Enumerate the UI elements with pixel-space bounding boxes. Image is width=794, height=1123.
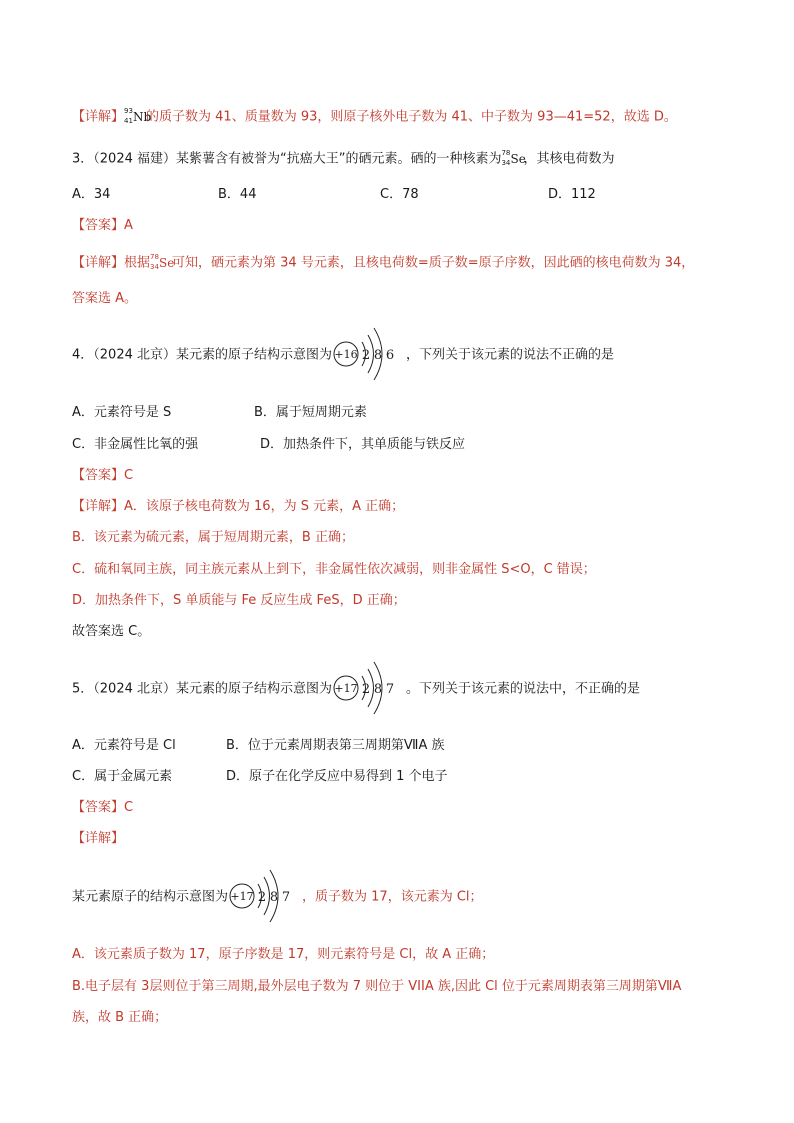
se-symbol: Se	[510, 152, 526, 166]
q4-option-d: D．加热条件下，其单质能与铁反应	[260, 437, 466, 452]
nb-symbol: Nb	[133, 110, 152, 124]
se-atomic-number: 34	[501, 159, 511, 167]
q5-answer	[72, 799, 133, 817]
q4-stem-prefix: 4．（2024 北京）某元素的原子结构示意图为	[72, 347, 332, 363]
q4-answer-tag: 【答案】	[72, 468, 125, 483]
q4-detail-b: B．该元素为硫元素，属于短周期元素，B 正确；	[72, 530, 354, 545]
q4-detail-tag: 【详解】	[72, 499, 125, 514]
q5-answer-value: C	[124, 800, 134, 815]
q4-option-c: C．非金属性比氧的强	[72, 437, 199, 452]
nb-atomic-number: 41	[124, 117, 133, 125]
q5-detail-atom-diagram	[228, 888, 302, 906]
q5-stem-suffix: 。下列关于该元素的说法中，不正确的是	[406, 681, 641, 697]
q5-shell-2: 8	[373, 682, 383, 697]
q4-shell-3: 6	[385, 348, 395, 363]
q2-detail-line	[72, 108, 677, 127]
q3-option-a: A．34	[72, 187, 111, 202]
q3-detail-text: 可知，硒元素为第 34 号元素，且核电荷数=质子数=原子序数，因此硒的核电荷数为 34，	[172, 255, 695, 271]
se-detail-symbol: Se	[159, 256, 175, 270]
se-nuclide	[501, 149, 526, 168]
q5-nucleus-charge: +17	[334, 682, 358, 695]
q5-detail-shell-3: 7	[281, 890, 291, 905]
se-nuclide-detail	[150, 253, 175, 272]
q3-answer-value: A	[124, 218, 133, 233]
q3-option-d: D．112	[548, 187, 596, 202]
q4-answer	[72, 467, 133, 485]
q3-detail-line2: 答案选 A。	[72, 291, 138, 306]
q5-detail-b-cont: 族，故 B 正确；	[72, 1010, 168, 1025]
q4-answer-value: C	[124, 468, 134, 483]
q5-detail-intro	[72, 888, 483, 907]
q3-stem-prefix: 3．（2024 福建）某紫薯含有被誉为“抗癌大王”的硒元素。硒的一种核素为	[72, 151, 502, 167]
q3-detail-prefix: 根据	[124, 255, 151, 271]
q5-detail-suffix: ，质子数为 17，该元素为 Cl；	[302, 889, 483, 905]
q5-atom-diagram	[332, 680, 406, 698]
q5-stem-prefix: 5．（2024 北京）某元素的原子结构示意图为	[72, 681, 332, 697]
q5-detail-prefix: 某元素原子的结构示意图为	[72, 889, 229, 905]
se-detail-mass: 78	[150, 253, 159, 261]
q4-detail-d: D．加热条件下，S 单质能与 Fe 反应生成 FeS，D 正确；	[72, 593, 406, 608]
q5-option-d: D．原子在化学反应中易得到 1 个电子	[226, 769, 448, 784]
se-detail-atomic: 34	[150, 263, 159, 271]
q5-stem	[72, 680, 640, 699]
q4-option-a: A．元素符号是 S	[72, 405, 172, 420]
q4-shell-1: 2	[361, 348, 371, 363]
q3-detail	[72, 254, 694, 273]
q5-detail-a: A．该元素质子数为 17，原子序数是 17，则元素符号是 Cl，故 A 正确；	[72, 947, 495, 962]
nb-nuclide	[124, 107, 152, 126]
q3-stem-suffix: ，其核电荷数为	[523, 151, 615, 167]
q3-stem	[72, 150, 614, 169]
q2-detail-tag: 【详解】	[72, 109, 125, 125]
q3-detail-tag: 【详解】	[72, 255, 125, 271]
q5-answer-tag: 【答案】	[72, 800, 125, 815]
q5-option-a: A．元素符号是 Cl	[72, 738, 176, 753]
q4-stem-suffix: ，下列关于该元素的说法不正确的是	[406, 347, 615, 363]
q4-shell-2: 8	[373, 348, 383, 363]
q5-detail-shell-2: 8	[269, 890, 279, 905]
q3-answer	[72, 217, 133, 235]
q5-shell-3: 7	[385, 682, 395, 697]
q5-detail-tag: 【详解】	[72, 831, 125, 846]
q4-conclusion: 故答案选 C。	[72, 624, 151, 639]
q2-detail-text: 的质子数为 41、质量数为 93，则原子核外电子数为 41、中子数为 93—41=52，故选 D。	[146, 109, 677, 125]
q4-detail-a-text: A．该原子核电荷数为 16，为 S 元素，A 正确；	[124, 499, 405, 514]
q3-answer-tag: 【答案】	[72, 218, 125, 233]
nb-mass-number: 93	[124, 107, 133, 115]
q3-option-b: B．44	[218, 187, 257, 202]
q5-option-b: B．位于元素周期表第三周期第ⅦA 族	[226, 738, 445, 753]
q5-option-c: C．属于金属元素	[72, 769, 173, 784]
q4-detail-a	[72, 498, 404, 516]
se-mass-number: 78	[501, 149, 511, 157]
q5-detail-shell-1: 2	[257, 890, 267, 905]
q4-option-b: B．属于短周期元素	[254, 405, 367, 420]
q5-detail-b: B.电子层有 3层则位于第三周期,最外层电子数为 7 则位于 VIIA 族,因此 Cl 位于元素周期表第三周期第ⅦA	[72, 979, 682, 994]
q5-shell-1: 2	[361, 682, 371, 697]
q4-atom-diagram	[332, 346, 406, 364]
q4-nucleus-charge: +16	[334, 348, 358, 361]
q5-detail-nucleus-charge: +17	[230, 890, 254, 903]
q4-stem	[72, 346, 614, 365]
q3-option-c: C．78	[380, 187, 419, 202]
q4-detail-c: C．硫和氧同主族，同主族元素从上到下，非金属性依次减弱，则非金属性 S<O，C 错误；	[72, 562, 596, 577]
